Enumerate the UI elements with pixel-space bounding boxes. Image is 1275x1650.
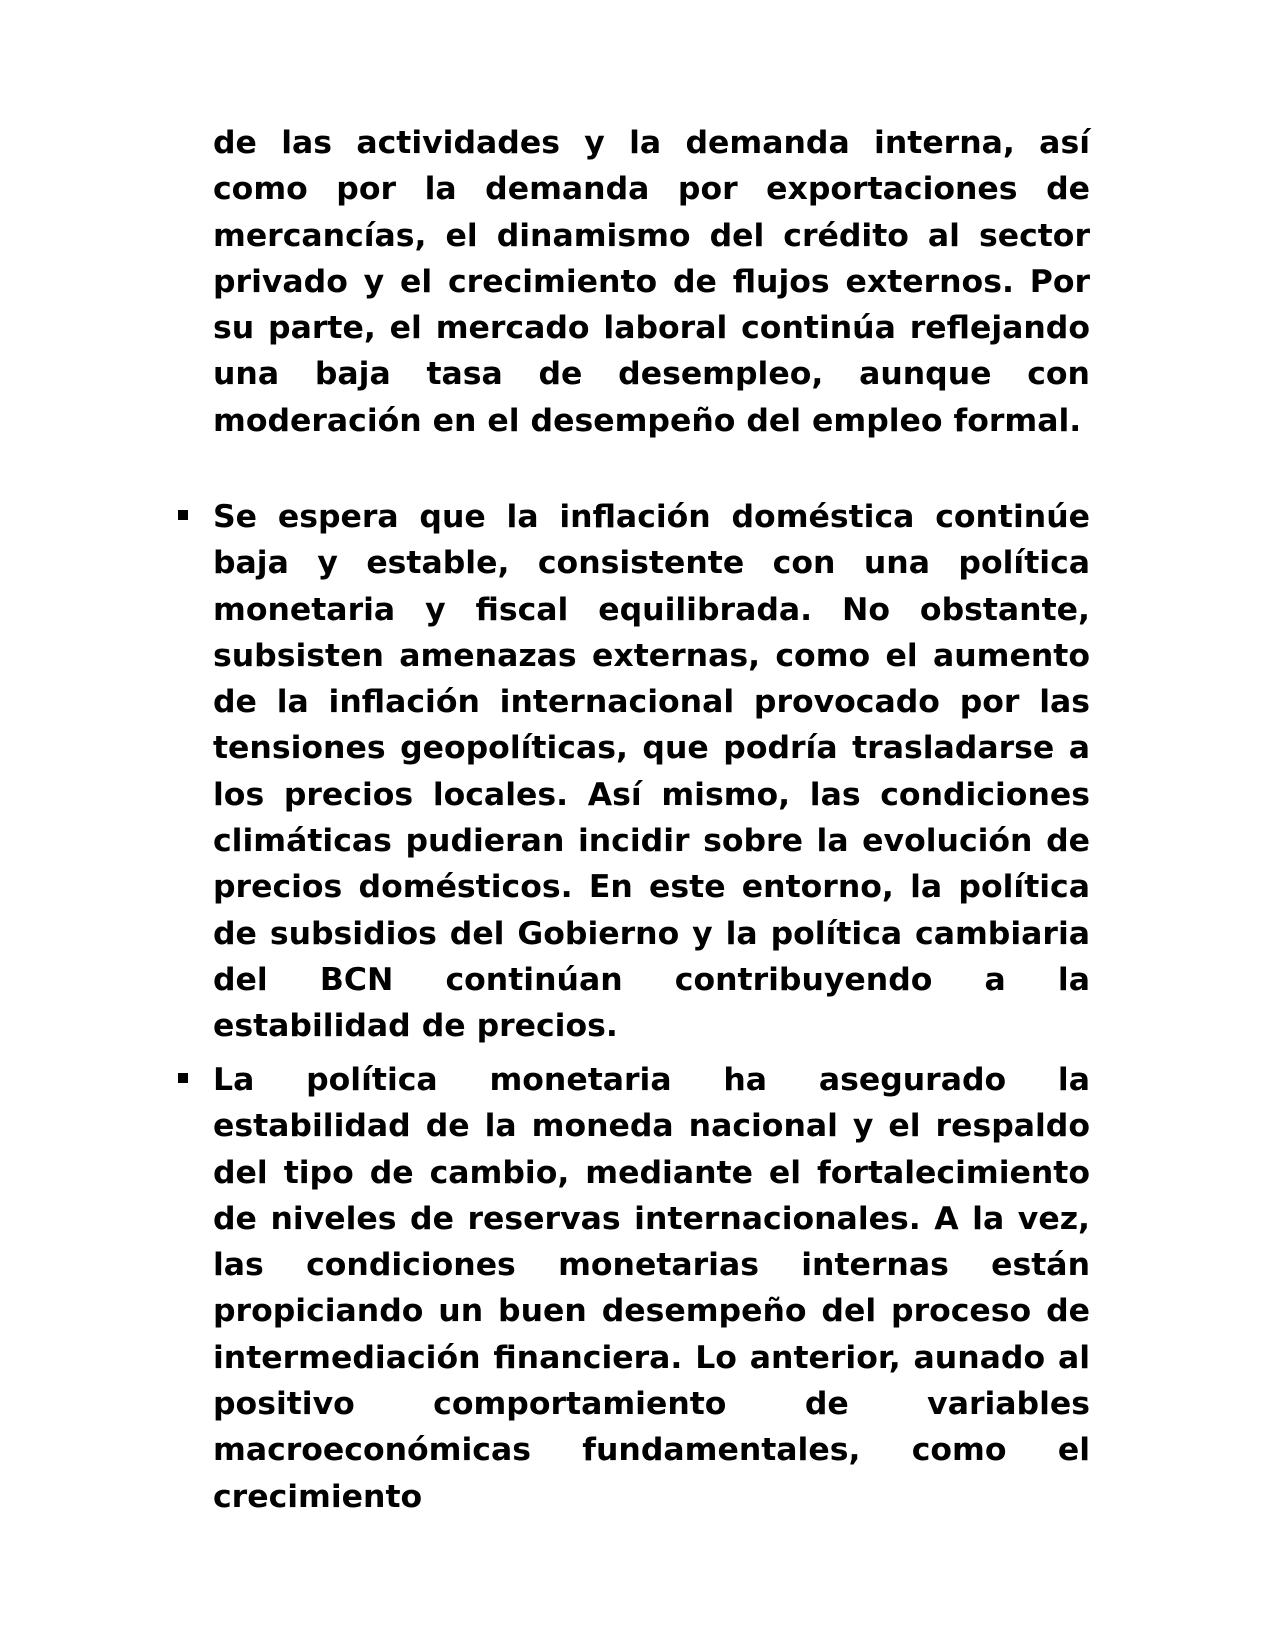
square-bullet-icon <box>178 1073 188 1083</box>
square-bullet-icon <box>178 510 188 520</box>
continuation-paragraph: de las actividades y la demanda interna, así como por la demanda por exportaciones de mercancías, el dinamismo del crédito al sector privado y el crecimiento de flujos externos. Por su parte, el mercado laboral continúa reflejando una baja tasa de desempleo, aunque con moderación en el desempeño del empleo formal. <box>213 125 1090 439</box>
bullet-paragraph-inflation: Se espera que la inflación doméstica continúe baja y estable, consistente con una política monetaria y fiscal equilibrada. No obstante, subsisten amenazas externas, como el aumento de la inflación internacional provocado por las tensiones geopolíticas, que podría trasladarse a los precios locales. Así mismo, las condiciones climáticas pudieran incidir sobre la evolución de precios domésticos. En este entorno, la política de subsidios del Gobierno y la política cambiaria del BCN continúan contribuyendo a la estabilidad de precios. <box>213 499 1090 1045</box>
bullet-paragraph-monetary-policy: La política monetaria ha asegurado la estabilidad de la moneda nacional y el respaldo del tipo de cambio, mediante el fortalecimiento de niveles de reservas internacionales. A la vez, las condiciones monetarias internas están propiciando un buen desempeño del proceso de intermediación financiera. Lo anterior, aunado al positivo comportamiento de variables macroeconómicas fundamentales, como el crecimiento <box>213 1062 1090 1515</box>
